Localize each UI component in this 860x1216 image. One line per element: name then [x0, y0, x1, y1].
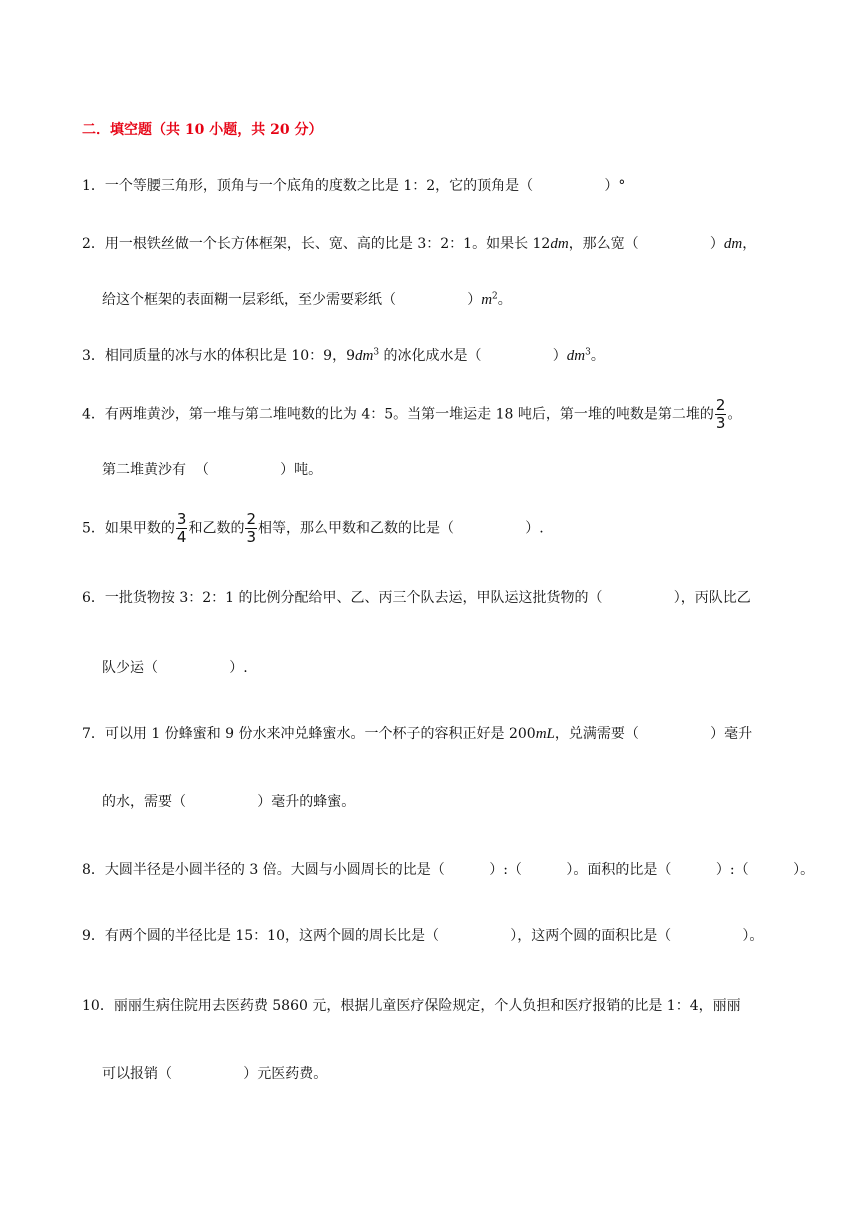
fraction-two-thirds: $\frac{2}{3}$: [246, 510, 257, 546]
question-6-line-2: 队少运（ ）.: [102, 660, 248, 676]
question-10-line-2: 可以报销（ ）元医药费。: [102, 1066, 328, 1082]
question-9: 9．有两个圆的半径比是 15：10，这两个圆的周长比是（ ），这两个圆的面积比是（ ）。: [82, 928, 764, 944]
section-title: 二．填空题（共 10 小题，共 20 分）: [82, 122, 323, 138]
question-7: 7．可以用 1 份蜂蜜和 9 份水来冲兑蜂蜜水。一个杯子的容积正好是 200mL，兑满需要（ ）毫升: [82, 726, 753, 742]
question-5: 5．如果甲数的 $\frac{3}{4}$ 和乙数的 $\frac{2}{3}$ 相等，那么甲数和乙数的比是（ ）.: [82, 510, 544, 546]
question-7-line-2: 的水，需要（ ）毫升的蜂蜜。: [102, 794, 356, 810]
question-2-line-2: 给这个框架的表面糊一层彩纸，至少需要彩纸（ ）$m^2$。: [102, 291, 512, 308]
question-2: 2．用一根铁丝做一个长方体框架，长、宽、高的比是 3：2：1。如果长 12dm，那么宽（ ）dm，: [82, 236, 757, 252]
question-10: 10．丽丽生病住院用去医药费 5860 元，根据儿童医疗保险规定，个人负担和医疗报销的比是 1：4，丽丽: [82, 998, 741, 1014]
fraction-three-quarters: $\frac{3}{4}$: [176, 510, 187, 546]
question-6: 6．一批货物按 3：2：1 的比例分配给甲、乙、丙三个队去运，甲队运这批货物的（ ），丙队比乙: [82, 590, 751, 606]
question-1: 1．一个等腰三角形，顶角与一个底角的度数之比是 1：2，它的顶角是（ ）°: [82, 178, 626, 194]
question-4-line-2: 第二堆黄沙有 （ ）吨。: [102, 462, 323, 478]
fraction-two-thirds: $\frac{2}{3}$: [715, 396, 726, 432]
question-8: 8．大圆半径是小圆半径的 3 倍。大圆与小圆周长的比是（ ）:（ ）。面积的比是（ ）:（ ）。: [82, 862, 815, 878]
question-3: 3．相同质量的冰与水的体积比是 10：9，$9dm^3$ 的冰化成水是（ ）$dm^3$。: [82, 347, 605, 364]
question-4: 4．有两堆黄沙，第一堆与第二堆吨数的比为 4：5。当第一堆运走 18 吨后，第一堆的吨数是第二堆的 $\frac{2}{3}$ 。: [82, 396, 742, 432]
